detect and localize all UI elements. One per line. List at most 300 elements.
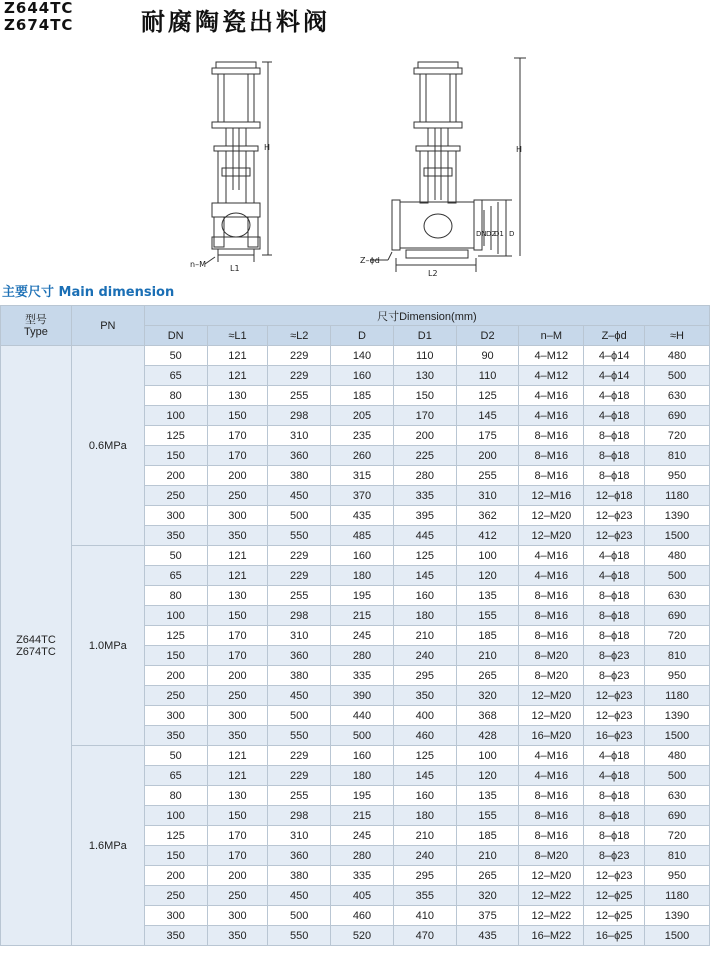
table-cell: 480 [645, 346, 710, 366]
pn-cell: 1.0MPa [71, 546, 144, 746]
table-cell: 8–M16 [519, 786, 584, 806]
column-header: DN [144, 326, 207, 346]
valve-technical-drawing [0, 50, 712, 280]
table-cell: 810 [645, 446, 710, 466]
table-cell: 125 [144, 426, 207, 446]
table-cell: 12–M16 [519, 486, 584, 506]
table-cell: 50 [144, 546, 207, 566]
right-d1-label: D1 [494, 230, 504, 238]
table-cell: 1500 [645, 526, 710, 546]
table-cell: 350 [207, 926, 268, 946]
table-cell: 8–M16 [519, 426, 584, 446]
table-cell: 380 [268, 866, 331, 886]
table-cell: 720 [645, 826, 710, 846]
table-cell: 185 [456, 626, 519, 646]
table-cell: 265 [456, 666, 519, 686]
table-cell: 180 [331, 566, 394, 586]
table-cell: 170 [207, 826, 268, 846]
type-cell: Z644TC Z674TC [1, 346, 72, 946]
table-cell: 4–ϕ18 [584, 386, 645, 406]
table-cell: 170 [207, 626, 268, 646]
table-cell: 125 [393, 746, 456, 766]
table-cell: 390 [331, 686, 394, 706]
table-cell: 295 [393, 666, 456, 686]
table-cell: 720 [645, 626, 710, 646]
table-cell: 4–M16 [519, 566, 584, 586]
table-cell: 215 [331, 806, 394, 826]
column-header: D [331, 326, 394, 346]
table-cell: 250 [207, 686, 268, 706]
table-cell: 300 [207, 506, 268, 526]
table-cell: 65 [144, 766, 207, 786]
table-cell: 200 [207, 666, 268, 686]
table-cell: 8–ϕ18 [584, 806, 645, 826]
table-cell: 630 [645, 786, 710, 806]
table-cell: 435 [456, 926, 519, 946]
table-cell: 8–ϕ23 [584, 646, 645, 666]
right-dn-label: DN [476, 230, 487, 238]
table-cell: 630 [645, 386, 710, 406]
table-cell: 8–M16 [519, 586, 584, 606]
table-cell: 950 [645, 866, 710, 886]
table-cell: 4–M12 [519, 346, 584, 366]
table-cell: 170 [207, 446, 268, 466]
pn-cell: 1.6MPa [71, 746, 144, 946]
table-cell: 380 [268, 666, 331, 686]
table-cell: 180 [393, 606, 456, 626]
section-title: 主要尺寸 Main dimension [2, 285, 175, 300]
table-cell: 280 [393, 466, 456, 486]
table-cell: 400 [393, 706, 456, 726]
table-cell: 150 [207, 606, 268, 626]
table-cell: 200 [207, 466, 268, 486]
table-cell: 4–ϕ14 [584, 346, 645, 366]
table-cell: 255 [268, 386, 331, 406]
table-cell: 185 [331, 386, 394, 406]
table-cell: 280 [331, 846, 394, 866]
table-cell: 180 [393, 806, 456, 826]
right-l2-label: L2 [428, 269, 438, 278]
table-cell: 298 [268, 806, 331, 826]
table-row [1, 346, 710, 366]
table-cell: 300 [207, 706, 268, 726]
table-cell: 4–M12 [519, 366, 584, 386]
table-cell: 260 [331, 446, 394, 466]
table-cell: 229 [268, 746, 331, 766]
table-cell: 4–ϕ18 [584, 566, 645, 586]
dimension-table [0, 305, 710, 946]
table-cell: 480 [645, 746, 710, 766]
table-cell: 245 [331, 626, 394, 646]
table-cell: 450 [268, 486, 331, 506]
table-cell: 1390 [645, 706, 710, 726]
table-cell: 310 [268, 626, 331, 646]
table-cell: 500 [645, 766, 710, 786]
table-cell: 450 [268, 886, 331, 906]
table-cell: 50 [144, 346, 207, 366]
table-cell: 1180 [645, 886, 710, 906]
table-cell: 120 [456, 766, 519, 786]
table-cell: 395 [393, 506, 456, 526]
table-cell: 121 [207, 566, 268, 586]
table-cell: 12–ϕ18 [584, 486, 645, 506]
table-cell: 121 [207, 546, 268, 566]
table-cell: 315 [331, 466, 394, 486]
column-header: D2 [456, 326, 519, 346]
table-cell: 160 [393, 586, 456, 606]
pn-header: PN [71, 306, 144, 346]
table-cell: 210 [393, 626, 456, 646]
table-cell: 298 [268, 606, 331, 626]
table-cell: 200 [393, 426, 456, 446]
table-cell: 4–ϕ14 [584, 366, 645, 386]
table-cell: 1390 [645, 506, 710, 526]
right-d2-label: D2 [486, 230, 496, 238]
table-cell: 298 [268, 406, 331, 426]
table-cell: 125 [144, 626, 207, 646]
table-cell: 405 [331, 886, 394, 906]
table-cell: 265 [456, 866, 519, 886]
table-cell: 200 [144, 866, 207, 886]
column-header: ≈L1 [207, 326, 268, 346]
table-cell: 362 [456, 506, 519, 526]
table-cell: 360 [268, 846, 331, 866]
table-cell: 120 [456, 566, 519, 586]
table-cell: 690 [645, 606, 710, 626]
table-cell: 16–M20 [519, 726, 584, 746]
table-cell: 12–ϕ23 [584, 506, 645, 526]
table-cell: 360 [268, 446, 331, 466]
table-cell: 550 [268, 926, 331, 946]
table-cell: 300 [144, 506, 207, 526]
table-cell: 229 [268, 366, 331, 386]
table-cell: 12–M20 [519, 686, 584, 706]
table-cell: 310 [268, 826, 331, 846]
table-cell: 110 [393, 346, 456, 366]
table-cell: 12–M20 [519, 506, 584, 526]
table-cell: 8–ϕ18 [584, 626, 645, 646]
table-cell: 150 [144, 646, 207, 666]
table-cell: 520 [331, 926, 394, 946]
table-cell: 485 [331, 526, 394, 546]
type-header: 型号 Type [1, 306, 72, 346]
table-cell: 355 [393, 886, 456, 906]
table-cell: 130 [207, 586, 268, 606]
table-cell: 121 [207, 746, 268, 766]
table-cell: 155 [456, 806, 519, 826]
left-l1-label: L1 [230, 264, 240, 273]
table-cell: 50 [144, 746, 207, 766]
table-cell: 200 [456, 446, 519, 466]
table-cell: 500 [331, 726, 394, 746]
table-cell: 121 [207, 346, 268, 366]
table-cell: 200 [144, 666, 207, 686]
table-cell: 300 [144, 706, 207, 726]
table-cell: 428 [456, 726, 519, 746]
table-cell: 170 [207, 846, 268, 866]
table-cell: 250 [144, 486, 207, 506]
table-cell: 690 [645, 806, 710, 826]
table-cell: 8–M16 [519, 806, 584, 826]
table-cell: 80 [144, 386, 207, 406]
table-cell: 16–M22 [519, 926, 584, 946]
column-header: ≈L2 [268, 326, 331, 346]
table-cell: 350 [393, 686, 456, 706]
table-cell: 215 [331, 606, 394, 626]
table-cell: 8–ϕ18 [584, 606, 645, 626]
table-cell: 210 [456, 846, 519, 866]
table-cell: 4–ϕ18 [584, 746, 645, 766]
table-cell: 12–M22 [519, 906, 584, 926]
table-cell: 229 [268, 566, 331, 586]
right-h-label: H [516, 145, 523, 154]
table-cell: 121 [207, 366, 268, 386]
table-cell: 16–ϕ25 [584, 926, 645, 946]
table-cell: 380 [268, 466, 331, 486]
table-cell: 500 [268, 906, 331, 926]
table-cell: 140 [331, 346, 394, 366]
table-cell: 100 [144, 806, 207, 826]
model-code-1: Z644TC [4, 0, 74, 17]
model-codes [4, 0, 73, 34]
table-cell: 8–ϕ18 [584, 586, 645, 606]
table-cell: 12–ϕ23 [584, 706, 645, 726]
table-cell: 150 [144, 846, 207, 866]
table-cell: 145 [393, 766, 456, 786]
dimension-header: 尺寸Dimension(mm) [144, 306, 709, 326]
table-cell: 125 [144, 826, 207, 846]
table-cell: 4–M16 [519, 546, 584, 566]
table-cell: 80 [144, 786, 207, 806]
table-cell: 150 [144, 446, 207, 466]
table-cell: 4–ϕ18 [584, 406, 645, 426]
table-cell: 175 [456, 426, 519, 446]
table-cell: 240 [393, 646, 456, 666]
table-row [1, 746, 710, 766]
table-cell: 170 [207, 426, 268, 446]
table-cell: 335 [331, 866, 394, 886]
table-cell: 8–ϕ18 [584, 466, 645, 486]
table-cell: 8–ϕ18 [584, 426, 645, 446]
table-cell: 1180 [645, 686, 710, 706]
table-cell: 100 [456, 546, 519, 566]
table-cell: 310 [456, 486, 519, 506]
table-cell: 245 [331, 826, 394, 846]
table-cell: 130 [393, 366, 456, 386]
table-cell: 125 [393, 546, 456, 566]
table-cell: 150 [207, 406, 268, 426]
table-cell: 500 [268, 506, 331, 526]
table-cell: 200 [144, 466, 207, 486]
table-cell: 229 [268, 346, 331, 366]
table-cell: 235 [331, 426, 394, 446]
table-cell: 950 [645, 666, 710, 686]
table-cell: 335 [393, 486, 456, 506]
table-cell: 500 [268, 706, 331, 726]
table-cell: 8–M16 [519, 606, 584, 626]
table-cell: 810 [645, 846, 710, 866]
table-cell: 350 [144, 526, 207, 546]
table-cell: 255 [268, 586, 331, 606]
table-cell: 210 [393, 826, 456, 846]
table-cell: 8–M20 [519, 666, 584, 686]
table-cell: 160 [331, 746, 394, 766]
right-view-drawing [370, 58, 526, 272]
table-cell: 170 [393, 406, 456, 426]
table-cell: 145 [456, 406, 519, 426]
table-cell: 8–ϕ18 [584, 826, 645, 846]
table-cell: 335 [331, 666, 394, 686]
table-cell: 1500 [645, 926, 710, 946]
table-cell: 1500 [645, 726, 710, 746]
table-cell: 110 [456, 366, 519, 386]
table-cell: 130 [207, 386, 268, 406]
table-cell: 4–ϕ18 [584, 546, 645, 566]
table-cell: 160 [331, 366, 394, 386]
table-cell: 135 [456, 586, 519, 606]
table-cell: 450 [268, 686, 331, 706]
table-cell: 4–M16 [519, 386, 584, 406]
table-cell: 16–ϕ23 [584, 726, 645, 746]
table-cell: 8–M16 [519, 466, 584, 486]
table-cell: 225 [393, 446, 456, 466]
table-cell: 360 [268, 646, 331, 666]
table-cell: 160 [393, 786, 456, 806]
table-cell: 500 [645, 366, 710, 386]
table-cell: 8–M16 [519, 626, 584, 646]
table-cell: 8–M20 [519, 646, 584, 666]
left-view-drawing [205, 62, 272, 264]
pn-cell: 0.6MPa [71, 346, 144, 546]
table-cell: 350 [144, 926, 207, 946]
table-cell: 155 [456, 606, 519, 626]
table-cell: 370 [331, 486, 394, 506]
table-cell: 500 [645, 566, 710, 586]
table-cell: 4–M16 [519, 746, 584, 766]
right-d-label: D [509, 230, 515, 238]
table-cell: 690 [645, 406, 710, 426]
table-cell: 12–M20 [519, 526, 584, 546]
table-cell: 480 [645, 546, 710, 566]
table-cell: 8–M20 [519, 846, 584, 866]
table-cell: 8–ϕ18 [584, 446, 645, 466]
table-cell: 720 [645, 426, 710, 446]
table-cell: 229 [268, 766, 331, 786]
table-cell: 250 [207, 886, 268, 906]
table-cell: 12–ϕ25 [584, 906, 645, 926]
table-cell: 295 [393, 866, 456, 886]
table-cell: 12–M22 [519, 886, 584, 906]
table-cell: 100 [456, 746, 519, 766]
column-header: D1 [393, 326, 456, 346]
table-cell: 100 [144, 606, 207, 626]
table-cell: 4–ϕ18 [584, 766, 645, 786]
table-cell: 145 [393, 566, 456, 586]
left-h-label: H [264, 143, 271, 152]
table-cell: 310 [268, 426, 331, 446]
table-cell: 8–M16 [519, 446, 584, 466]
table-cell: 12–ϕ23 [584, 686, 645, 706]
table-cell: 195 [331, 586, 394, 606]
table-cell: 150 [207, 806, 268, 826]
table-cell: 12–M20 [519, 706, 584, 726]
left-nm-label: n–M [190, 260, 206, 269]
table-cell: 440 [331, 706, 394, 726]
table-cell: 210 [456, 646, 519, 666]
table-cell: 412 [456, 526, 519, 546]
table-cell: 300 [144, 906, 207, 926]
table-cell: 180 [331, 766, 394, 786]
table-cell: 255 [456, 466, 519, 486]
table-cell: 1180 [645, 486, 710, 506]
table-cell: 320 [456, 886, 519, 906]
table-cell: 250 [144, 886, 207, 906]
table-cell: 350 [144, 726, 207, 746]
table-cell: 810 [645, 646, 710, 666]
table-cell: 375 [456, 906, 519, 926]
table-cell: 12–ϕ23 [584, 866, 645, 886]
table-row [1, 546, 710, 566]
right-zd-label: Z–ϕd [360, 256, 380, 265]
table-cell: 350 [207, 526, 268, 546]
table-cell: 135 [456, 786, 519, 806]
table-cell: 121 [207, 766, 268, 786]
table-cell: 65 [144, 366, 207, 386]
table-cell: 12–M20 [519, 866, 584, 886]
table-cell: 240 [393, 846, 456, 866]
table-cell: 470 [393, 926, 456, 946]
table-cell: 410 [393, 906, 456, 926]
table-cell: 8–ϕ18 [584, 786, 645, 806]
table-cell: 8–ϕ23 [584, 666, 645, 686]
table-cell: 65 [144, 566, 207, 586]
table-cell: 550 [268, 526, 331, 546]
table-cell: 4–M16 [519, 766, 584, 786]
table-cell: 200 [207, 866, 268, 886]
column-header: Z–ϕd [584, 326, 645, 346]
table-cell: 100 [144, 406, 207, 426]
table-cell: 125 [456, 386, 519, 406]
table-cell: 12–ϕ23 [584, 526, 645, 546]
table-cell: 1390 [645, 906, 710, 926]
table-cell: 8–ϕ23 [584, 846, 645, 866]
table-cell: 195 [331, 786, 394, 806]
table-cell: 8–M16 [519, 826, 584, 846]
table-cell: 4–M16 [519, 406, 584, 426]
table-cell: 90 [456, 346, 519, 366]
table-cell: 80 [144, 586, 207, 606]
table-cell: 12–ϕ25 [584, 886, 645, 906]
column-header: n–M [519, 326, 584, 346]
table-cell: 280 [331, 646, 394, 666]
table-cell: 150 [393, 386, 456, 406]
table-cell: 350 [207, 726, 268, 746]
table-cell: 460 [331, 906, 394, 926]
table-cell: 170 [207, 646, 268, 666]
table-cell: 255 [268, 786, 331, 806]
table-cell: 630 [645, 586, 710, 606]
table-cell: 435 [331, 506, 394, 526]
table-cell: 320 [456, 686, 519, 706]
table-cell: 250 [144, 686, 207, 706]
table-cell: 160 [331, 546, 394, 566]
table-cell: 185 [456, 826, 519, 846]
model-code-2: Z674TC [4, 16, 74, 34]
table-cell: 550 [268, 726, 331, 746]
table-body [1, 346, 710, 946]
column-header: ≈H [645, 326, 710, 346]
table-cell: 368 [456, 706, 519, 726]
